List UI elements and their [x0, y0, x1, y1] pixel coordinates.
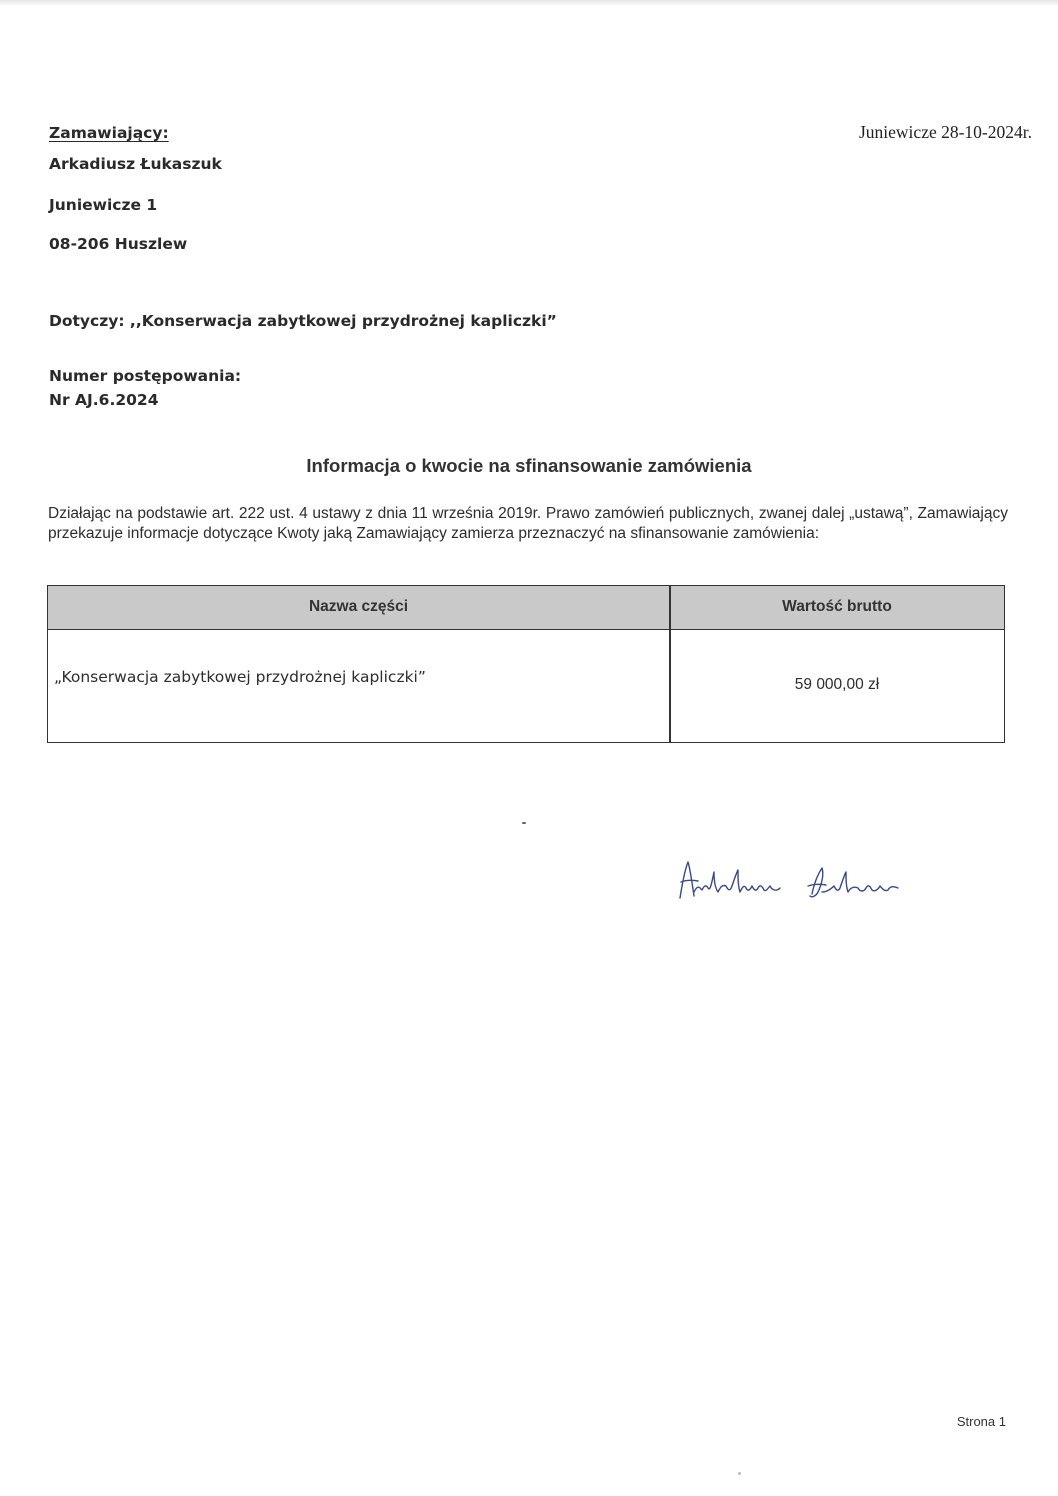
buyer-address-line1: Juniewicze 1: [49, 196, 158, 214]
page-number: Strona 1: [956, 1414, 1006, 1429]
procedure-number: Nr AJ.6.2024: [49, 391, 159, 409]
table-header-part-name: Nazwa części: [308, 598, 409, 615]
buyer-block: [49, 124, 222, 253]
intro-paragraph: Działając na podstawie art. 222 ust. 4 ustawy z dnia 11 września 2019r. Prawo zamówień publicznych, zwanej dalej „ustawą”, Zamawiający przekazuje informacje dotyczące Kwoty jaką Zamawiający zamierza przeznaczyć na sfinansowanie zamówienia:: [48, 505, 1008, 542]
document-heading: Informacja o kwocie na sfinansowanie zamówienia: [306, 455, 752, 476]
procedure-block: [49, 364, 241, 412]
concerns-line: Dotyczy: ,,Konserwacja zabytkowej przydrożnej kapliczki”: [49, 312, 557, 330]
buyer-name: Arkadiusz Łukaszuk: [49, 155, 222, 173]
scan-speck: [738, 1472, 741, 1475]
scan-dot: [522, 822, 526, 824]
buyer-label: Zamawiający:: [49, 124, 169, 142]
scan-edge-shadow: [0, 0, 1058, 6]
table-header-gross-value: Wartość brutto: [782, 598, 892, 615]
buyer-address-line2: 08-206 Huszlew: [49, 235, 188, 253]
table-cell-part-name: „Konserwacja zabytkowej przydrożnej kapliczki”: [54, 668, 426, 686]
handwritten-signature: [672, 852, 908, 912]
procedure-label: Numer postępowania:: [49, 367, 242, 385]
table-cell-gross-value: 59 000,00 zł: [794, 676, 880, 693]
document-date: Juniewicze 28-10-2024r.: [858, 122, 1032, 142]
amount-table: [47, 585, 1005, 743]
